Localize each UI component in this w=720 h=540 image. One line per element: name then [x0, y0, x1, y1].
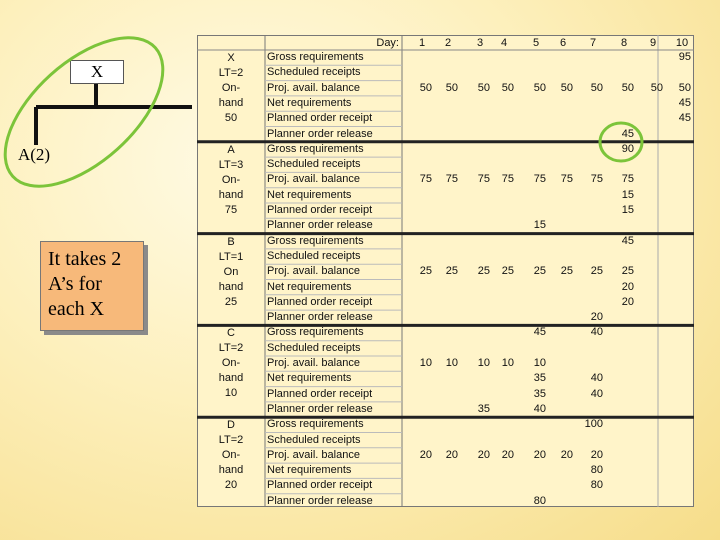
- cell-value: 50: [533, 81, 546, 94]
- cell-value: 10: [419, 357, 432, 369]
- cell-value: 25: [621, 265, 634, 278]
- row-label: Planner order release: [267, 311, 373, 324]
- cell-value: 75: [501, 173, 514, 186]
- cell-value: 25: [590, 265, 603, 278]
- cell-value: 25: [445, 265, 458, 278]
- item-info: hand: [218, 372, 244, 385]
- day-header: 4: [500, 37, 508, 49]
- cell-value: 45: [678, 112, 691, 125]
- cell-value: 10: [477, 357, 490, 369]
- day-header-label: Day:: [376, 37, 399, 49]
- row-label: Planner order release: [267, 127, 373, 140]
- row-label: Net requirements: [267, 464, 352, 477]
- cell-value: 75: [445, 173, 458, 186]
- tree-node-a: A(2): [17, 145, 51, 164]
- row-label: Gross requirements: [267, 234, 364, 247]
- cell-value: 50: [419, 81, 432, 94]
- item-info: 10: [224, 387, 238, 400]
- item-info: On-: [221, 357, 241, 370]
- cell-value: 20: [477, 448, 490, 461]
- cell-value: 40: [590, 387, 603, 400]
- cell-value: 50: [590, 81, 603, 94]
- cell-value: 25: [419, 265, 432, 278]
- cell-value: 50: [477, 81, 490, 94]
- cell-value: 80: [590, 464, 603, 477]
- tree-lines: [0, 0, 200, 200]
- item-info: On: [223, 265, 239, 278]
- row-label: Gross requirements: [267, 326, 364, 339]
- row-label: Gross requirements: [267, 51, 364, 63]
- cell-value: 35: [533, 387, 546, 400]
- row-label: Net requirements: [267, 96, 352, 109]
- item-info: X: [227, 52, 235, 64]
- row-label: Planned order receipt: [267, 295, 373, 308]
- cell-value: 25: [533, 265, 546, 278]
- item-info: 50: [224, 112, 238, 124]
- cell-value: 45: [678, 96, 691, 109]
- cell-value: 75: [419, 173, 432, 186]
- row-label: Scheduled receipts: [267, 341, 361, 354]
- item-info: hand: [218, 188, 244, 201]
- item-info: C: [227, 327, 235, 340]
- cell-value: 15: [621, 188, 634, 201]
- cell-value: 20: [590, 311, 603, 324]
- cell-value: 75: [621, 173, 634, 186]
- day-header: 8: [620, 37, 628, 49]
- item-info: 75: [224, 203, 238, 216]
- row-label: Planned order receipt: [267, 204, 373, 216]
- item-info: LT=1: [218, 250, 244, 263]
- note-box: [40, 241, 144, 331]
- note-line: each X: [48, 298, 105, 320]
- row-label: Net requirements: [267, 372, 352, 385]
- cell-value: 90: [621, 142, 634, 155]
- cell-value: 20: [445, 448, 458, 461]
- item-info: 20: [224, 479, 238, 492]
- cell-value: 95: [678, 51, 691, 63]
- note-line: A’s for: [48, 273, 102, 295]
- cell-value: 50: [445, 81, 458, 94]
- cell-value: 10: [445, 357, 458, 369]
- item-info: LT=3: [218, 158, 244, 171]
- day-header: 10: [675, 37, 689, 49]
- cell-value: 25: [477, 265, 490, 278]
- row-label: Planned order receipt: [267, 479, 373, 492]
- day-header: 5: [532, 37, 540, 49]
- item-info: 25: [224, 295, 238, 308]
- cell-value: 20: [621, 295, 634, 308]
- row-label: Scheduled receipts: [267, 433, 361, 446]
- item-info: D: [227, 419, 235, 432]
- cell-value: 25: [501, 265, 514, 278]
- item-info: LT=2: [218, 434, 244, 447]
- cell-value: 75: [533, 173, 546, 186]
- cell-value: 75: [560, 173, 573, 186]
- cell-value: 40: [590, 326, 603, 339]
- row-label: Gross requirements: [267, 142, 364, 155]
- cell-value: 35: [533, 372, 546, 385]
- row-label: Planner order release: [267, 219, 373, 232]
- cell-value: 50: [650, 81, 663, 94]
- cell-value: 75: [477, 173, 490, 186]
- note-line: It takes 2: [48, 248, 122, 270]
- tree-node-x: X: [70, 60, 124, 84]
- row-label: Proj. avail. balance: [267, 357, 360, 369]
- row-label: Gross requirements: [267, 418, 364, 431]
- cell-value: 50: [560, 81, 573, 94]
- cell-value: 20: [419, 448, 432, 461]
- row-label: Planner order release: [267, 494, 373, 507]
- item-info: On-: [221, 449, 241, 462]
- cell-value: 80: [590, 479, 603, 492]
- row-label: Proj. avail. balance: [267, 173, 360, 186]
- item-info: B: [227, 235, 235, 248]
- row-label: Proj. avail. balance: [267, 448, 360, 461]
- item-info: LT=2: [218, 67, 244, 79]
- row-label: Planned order receipt: [267, 112, 373, 125]
- day-header: 9: [649, 37, 657, 49]
- day-header: 2: [444, 37, 452, 49]
- row-label: Net requirements: [267, 188, 352, 201]
- cell-value: 20: [590, 448, 603, 461]
- cell-value: 10: [533, 357, 546, 369]
- product-structure-tree: [0, 0, 200, 200]
- cell-value: 40: [590, 372, 603, 385]
- item-info: hand: [218, 280, 244, 293]
- item-info: LT=2: [218, 342, 244, 355]
- item-info: A: [227, 143, 235, 156]
- cell-value: 15: [621, 204, 634, 216]
- item-info: hand: [218, 97, 244, 109]
- row-label: Planner order release: [267, 402, 373, 415]
- day-header: 7: [589, 37, 597, 49]
- cell-value: 75: [590, 173, 603, 186]
- cell-value: 100: [584, 418, 603, 431]
- mrp-table: [197, 35, 694, 507]
- cell-value: 15: [533, 219, 546, 232]
- row-label: Scheduled receipts: [267, 158, 361, 171]
- cell-value: 20: [501, 448, 514, 461]
- day-header: 6: [559, 37, 567, 49]
- cell-value: 20: [621, 280, 634, 293]
- cell-value: 20: [533, 448, 546, 461]
- cell-value: 45: [533, 326, 546, 339]
- cell-value: 50: [621, 81, 634, 94]
- item-info: On-: [221, 82, 241, 94]
- cell-value: 25: [560, 265, 573, 278]
- cell-value: 45: [621, 127, 634, 140]
- cell-value: 50: [501, 81, 514, 94]
- item-info: On-: [221, 173, 241, 186]
- cell-value: 45: [621, 234, 634, 247]
- cell-value: 10: [501, 357, 514, 369]
- row-label: Planned order receipt: [267, 387, 373, 400]
- cell-value: 40: [533, 402, 546, 415]
- row-label: Proj. avail. balance: [267, 81, 360, 94]
- day-header: 3: [476, 37, 484, 49]
- cell-value: 35: [477, 402, 490, 415]
- row-label: Proj. avail. balance: [267, 265, 360, 278]
- row-label: Scheduled receipts: [267, 249, 361, 262]
- item-info: hand: [218, 464, 244, 477]
- cell-value: 80: [533, 494, 546, 507]
- row-label: Net requirements: [267, 280, 352, 293]
- day-header: 1: [418, 37, 426, 49]
- row-label: Scheduled receipts: [267, 66, 361, 79]
- cell-value: 20: [560, 448, 573, 461]
- cell-value: 50: [678, 81, 691, 94]
